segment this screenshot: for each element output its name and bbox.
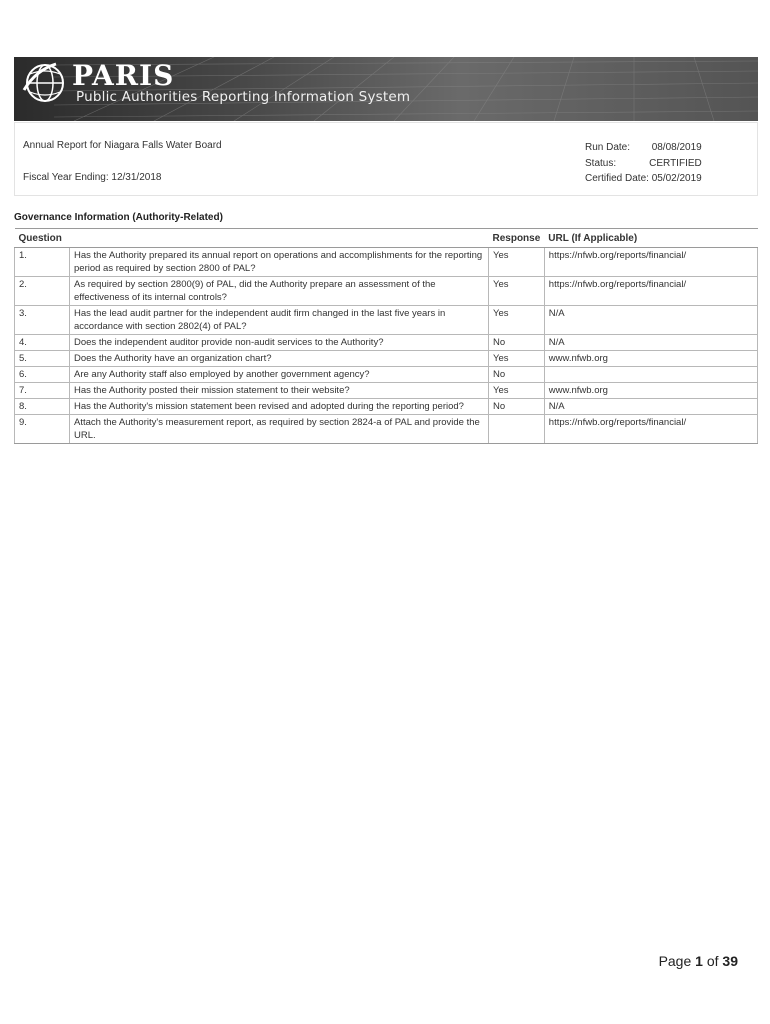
response-cell: Yes: [489, 351, 545, 367]
response-cell: [489, 415, 545, 444]
table-row: [15, 383, 758, 399]
certified-date: Certified Date: 05/02/2019: [585, 173, 702, 184]
table-row: [15, 399, 758, 415]
table-row: [15, 306, 758, 335]
report-title: Annual Report for Niagara Falls Water Board: [23, 140, 222, 151]
url-cell: https://nfwb.org/reports/financial/: [544, 277, 757, 306]
response-column-header: Response: [489, 229, 545, 248]
question-number: 2.: [15, 277, 70, 306]
question-number: 7.: [15, 383, 70, 399]
url-cell: https://nfwb.org/reports/financial/: [544, 248, 757, 277]
question-text: Attach the Authority's measurement report, as required by section 2824-a of PAL and provide the URL.: [70, 415, 489, 444]
url-cell: www.nfwb.org: [544, 383, 757, 399]
page-number: [659, 953, 738, 969]
paris-globe-logo-icon: [22, 60, 68, 106]
table-row: [15, 367, 758, 383]
question-column-header: Question: [15, 229, 489, 248]
fiscal-year-ending: Fiscal Year Ending: 12/31/2018: [23, 172, 162, 183]
response-cell: No: [489, 367, 545, 383]
governance-table: [14, 228, 758, 444]
question-number: 9.: [15, 415, 70, 444]
question-text: As required by section 2800(9) of PAL, did the Authority prepare an assessment of the effectiveness of its internal controls?: [70, 277, 489, 306]
url-cell: N/A: [544, 399, 757, 415]
response-cell: No: [489, 399, 545, 415]
question-number: 3.: [15, 306, 70, 335]
table-row: [15, 277, 758, 306]
run-date-value: 08/08/2019: [651, 142, 702, 153]
url-cell: N/A: [544, 306, 757, 335]
response-cell: Yes: [489, 383, 545, 399]
question-text: Has the lead audit partner for the independent audit firm changed in the last five years in accordance with section 2802(4) of PAL?: [70, 306, 489, 335]
table-row: [15, 248, 758, 277]
url-cell: www.nfwb.org: [544, 351, 757, 367]
question-number: 1.: [15, 248, 70, 277]
response-cell: Yes: [489, 248, 545, 277]
response-cell: Yes: [489, 277, 545, 306]
paris-banner: [14, 57, 758, 121]
banner-title: PARIS: [72, 59, 175, 92]
status-value: CERTIFIED: [649, 157, 702, 169]
url-column-header: URL (If Applicable): [544, 229, 757, 248]
question-text: Does the independent auditor provide non-audit services to the Authority?: [70, 335, 489, 351]
question-text: Has the Authority prepared its annual report on operations and accomplishments for the reporting period as required by section 2800 of PAL?: [70, 248, 489, 277]
question-text: Are any Authority staff also employed by another government agency?: [70, 367, 489, 383]
report-status-block: [585, 140, 702, 187]
url-cell: [544, 367, 757, 383]
url-cell: N/A: [544, 335, 757, 351]
page-word: Page: [658, 953, 692, 969]
question-text: Does the Authority have an organization chart?: [70, 351, 489, 367]
table-body: [15, 248, 758, 444]
report-info-box: [14, 122, 758, 196]
table-row: [15, 335, 758, 351]
page-current: 1: [695, 953, 703, 969]
url-cell: https://nfwb.org/reports/financial/: [544, 415, 757, 444]
question-number: 4.: [15, 335, 70, 351]
status-row: [585, 156, 702, 172]
response-cell: No: [489, 335, 545, 351]
response-cell: Yes: [489, 306, 545, 335]
question-number: 5.: [15, 351, 70, 367]
section-title: Governance Information (Authority-Related): [14, 212, 223, 223]
of-word: of: [706, 953, 719, 969]
question-number: 6.: [15, 367, 70, 383]
question-text: Has the Authority posted their mission statement to their website?: [70, 383, 489, 399]
table-row: [15, 351, 758, 367]
run-date-row: [585, 140, 702, 156]
banner-subtitle: Public Authorities Reporting Information System: [76, 89, 411, 105]
table-row: [15, 415, 758, 444]
run-date-label: Run Date:: [585, 142, 631, 153]
table-header-row: [15, 229, 758, 248]
status-label: Status:: [585, 157, 617, 169]
question-text: Has the Authority's mission statement been revised and adopted during the reporting period?: [70, 399, 489, 415]
certified-date-row: [585, 171, 702, 187]
page-total: 39: [722, 953, 738, 969]
question-number: 8.: [15, 399, 70, 415]
